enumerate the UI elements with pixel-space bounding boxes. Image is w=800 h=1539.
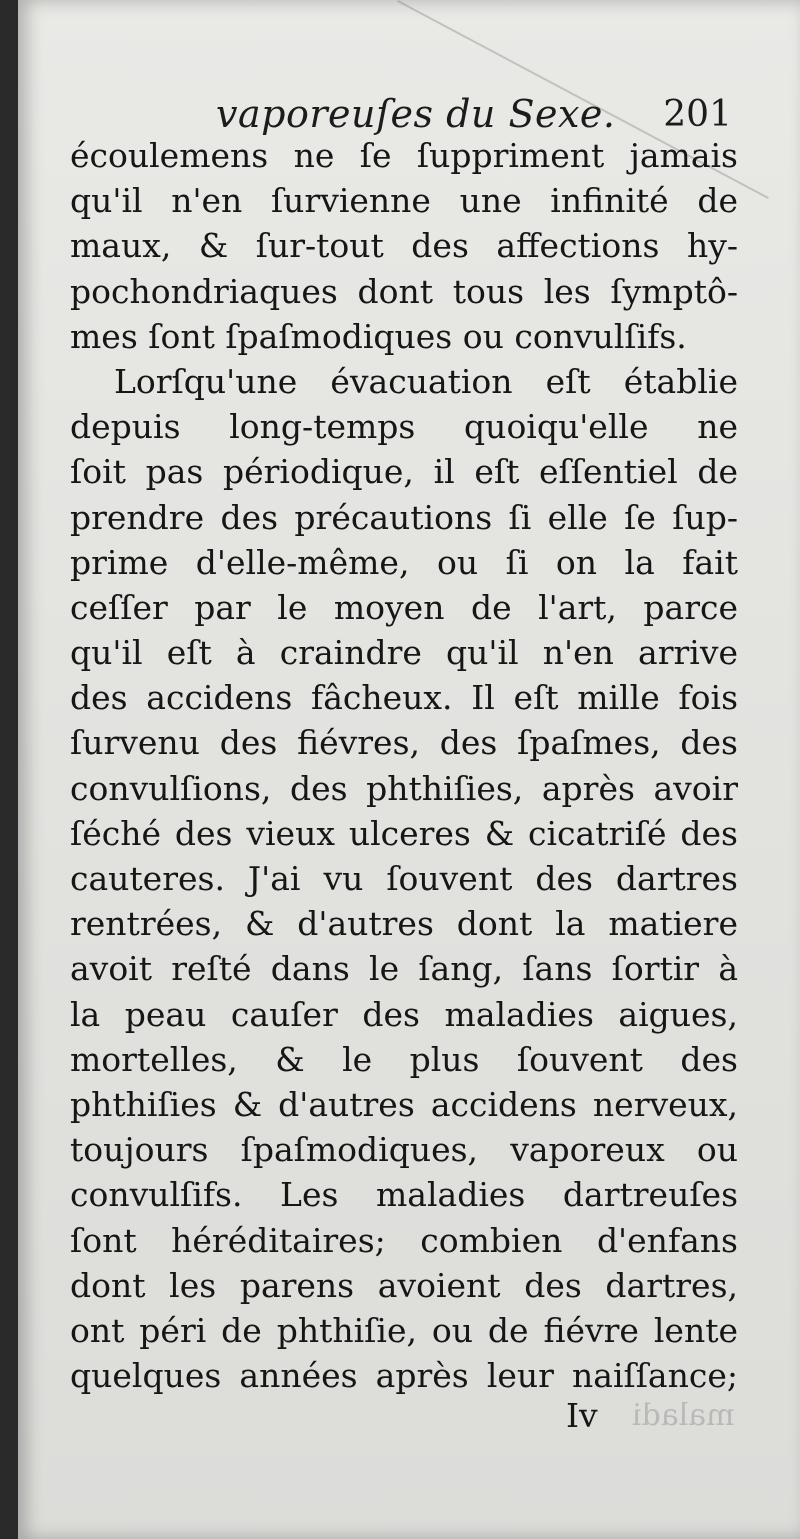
page-number: 201 [663,94,732,135]
text-line-paragraph-start: Lorſqu'une évacuation eſt établie [114,361,738,401]
text-line: ont péri de phthiſie, ou de fiévre lente [70,1310,738,1350]
text-line: cauteres. J'ai vu ſouvent des dartres [70,859,738,898]
text-line: qu'il n'en ſurvienne une infinité de [70,181,738,221]
text-line: depuis long-temps quoiqu'elle ne [70,407,738,447]
text-line: ſont héréditaires; combien d'enfans [70,1220,738,1260]
text-line: ſéché des vieux ulceres & cicatriſé des [70,813,738,853]
text-line: ceſſer par le moyen de l'art, parce [70,587,738,627]
text-line: ſurvenu des fiévres, des ſpaſmes, des [70,723,738,763]
text-line: mortelles, & le plus ſouvent des [70,1039,738,1079]
text-line: mes ſont ſpaſmodiques ou convulſifs. [70,316,687,356]
text-line: ſoit pas périodique, il eſt eſſentiel de [70,452,738,492]
text-line: écoulemens ne ſe ſuppriment jamais [70,136,738,175]
text-line: quelques années après leur naiſſance; [70,1356,738,1396]
text-line: pochondriaques dont tous les ſymptô- [70,271,738,311]
book-page [18,0,800,1539]
text-line: maux, & ſur-tout des affections hy- [70,226,738,266]
catchword: Iv [566,1396,598,1435]
show-through-text: maladi [632,1398,735,1433]
text-line: rentrées, & d'autres dont la matiere [70,904,738,944]
text-line: prendre des précautions ſi elle ſe ſup- [70,497,738,537]
running-title: vaporeuſes du Sexe. [216,92,616,136]
text-line: des accidens fâcheux. Il eſt mille fois [70,678,738,718]
text-line: qu'il eſt à craindre qu'il n'en arrive [70,633,738,673]
text-line: toujours ſpaſmodiques, vaporeux ou [70,1130,738,1170]
text-line: dont les parens avoient des dartres, [70,1265,738,1305]
text-line: convulſions, des phthiſies, après avoir [70,768,738,808]
text-line: la peau cauſer des maladies aigues, [70,994,738,1034]
body-text [70,133,738,1398]
text-line: phthiſies & d'autres accidens nerveux, [70,1084,738,1124]
text-line: convulſifs. Les maladies dartreuſes [70,1175,738,1215]
text-line: avoit reſté dans le ſang, ſans ſortir à [70,949,738,989]
text-line: prime d'elle-même, ou ſi on la fait [70,542,738,582]
